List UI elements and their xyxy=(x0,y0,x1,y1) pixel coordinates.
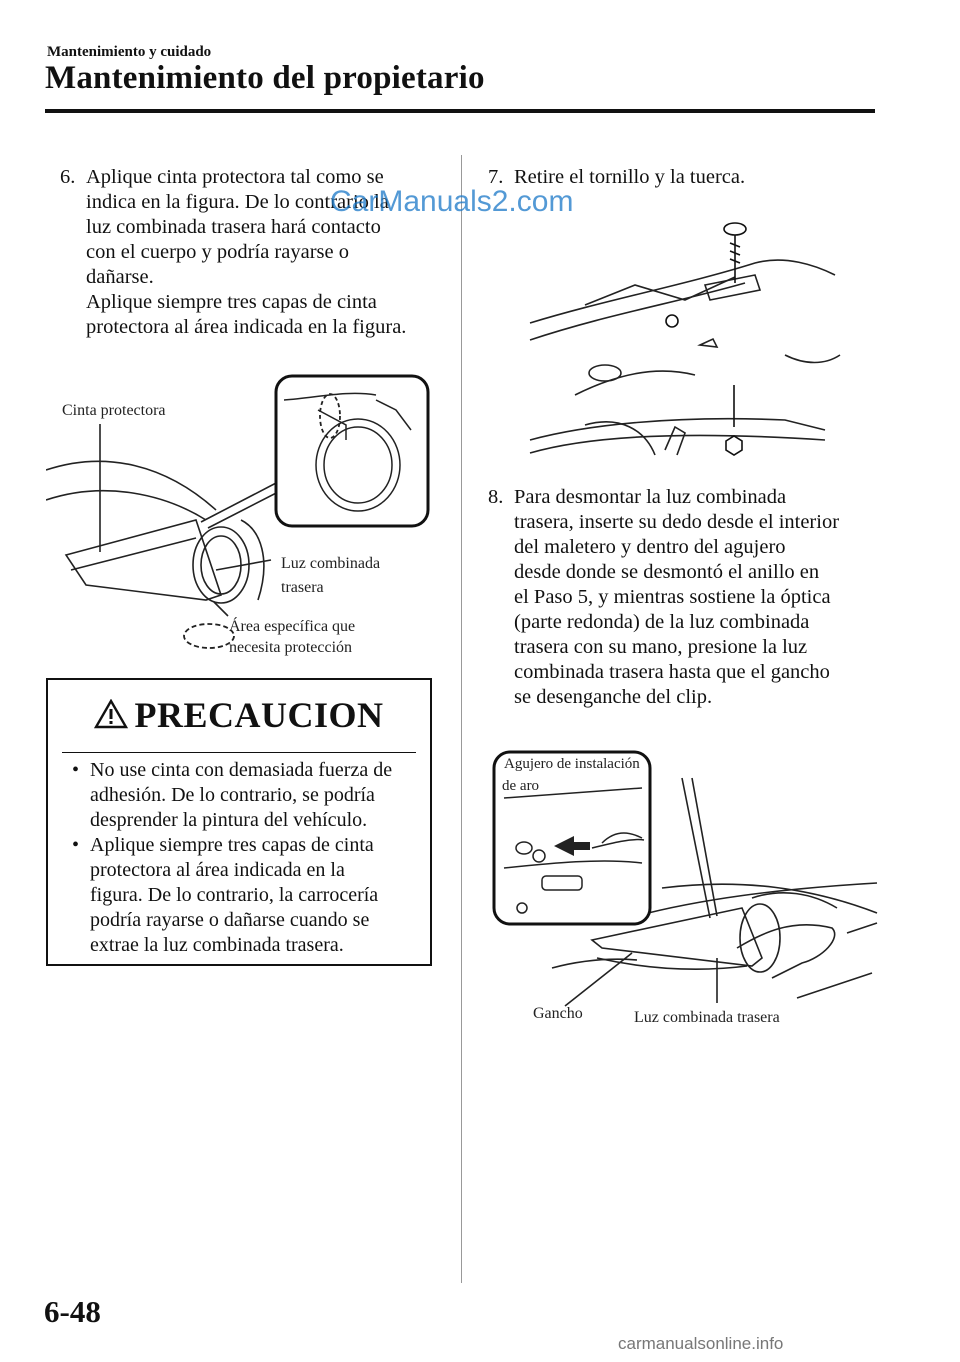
caution-line: protectora al área indicada en la xyxy=(90,859,345,881)
bullet-dot: • xyxy=(72,834,80,856)
step-6-line: Aplique cinta protectora tal como se xyxy=(86,166,384,188)
caution-heading-text: PRECAUCION xyxy=(134,695,384,735)
remove-tail-light-illustration xyxy=(492,748,882,1038)
label-hook: Gancho xyxy=(533,1005,583,1022)
step-6-line: indica en la figura. De lo contrario la xyxy=(86,191,389,213)
caution-box xyxy=(46,678,432,966)
label-ring-hole-line2: de aro xyxy=(502,778,540,794)
page-number: 6-48 xyxy=(44,1294,101,1329)
label-tail-light-line1: Luz combinada xyxy=(281,555,381,572)
step-8-line: combinada trasera hasta que el gancho xyxy=(514,661,830,683)
caution-line: adhesión. De lo contrario, se podría xyxy=(90,784,375,806)
label-tail-light: Luz combinada trasera xyxy=(634,1009,780,1026)
caution-line: Aplique siempre tres capas de cinta xyxy=(90,834,374,856)
step-6-line: Aplique siempre tres capas de cinta xyxy=(86,291,377,313)
figure-remove-light xyxy=(492,748,882,1038)
figure-tape-application xyxy=(46,370,436,660)
caution-line: extrae la luz combinada trasera. xyxy=(90,934,344,956)
page-title: Mantenimiento del propietario xyxy=(45,60,485,96)
step-6-line: dañarse. xyxy=(86,266,154,288)
step-8-line: trasera, inserte su dedo desde el interior xyxy=(514,511,840,533)
step-8 xyxy=(488,485,888,715)
step-7-text: Retire el tornillo y la tuerca. xyxy=(514,166,746,188)
step-8-line: se desenganche del clip. xyxy=(514,686,713,708)
caution-line: No use cinta con demasiada fuerza de xyxy=(90,759,393,781)
caution-list xyxy=(62,758,428,958)
step-8-line: del maletero y dentro del agujero xyxy=(514,536,786,558)
label-protective-tape: Cinta protectora xyxy=(62,402,166,419)
step-8-line: Para desmontar la luz combinada xyxy=(514,486,787,508)
screw-nut-illustration xyxy=(525,215,845,475)
step-6-number: 6. xyxy=(60,166,76,188)
step-8-line: (parte redonda) de la luz combinada xyxy=(514,611,810,633)
label-ring-hole-line1: Agujero de instalación xyxy=(504,756,640,772)
step-6-line: protectora al área indicada en la figura. xyxy=(86,316,407,338)
caution-item xyxy=(62,758,428,833)
warning-icon xyxy=(94,699,128,729)
section-label: Mantenimiento y cuidado xyxy=(47,44,212,60)
step-8-line: el Paso 5, y mientras sostiene la óptica xyxy=(514,586,831,608)
caution-line: podría rayarse o dañarse cuando se xyxy=(90,909,370,931)
caution-line: desprender la pintura del vehículo. xyxy=(90,809,368,831)
step-8-line: desde donde se desmontó el anillo en xyxy=(514,561,820,583)
label-area-line1: Área específica que xyxy=(229,618,356,635)
step-7-number: 7. xyxy=(488,166,504,188)
step-6-line: con el cuerpo y podría rayarse o xyxy=(86,241,349,263)
column-divider xyxy=(461,155,462,1283)
label-area-line2: necesita protección xyxy=(229,639,353,656)
caution-rule xyxy=(62,752,416,753)
step-8-line: trasera con su mano, presione la luz xyxy=(514,636,808,658)
watermark: CarManuals2.com xyxy=(330,185,574,218)
bullet-dot: • xyxy=(72,759,80,781)
caution-heading xyxy=(48,694,430,736)
step-8-number: 8. xyxy=(488,486,504,508)
step-8-text xyxy=(514,485,839,710)
caution-line: figura. De lo contrario, la carrocería xyxy=(90,884,379,906)
header-rule xyxy=(45,109,875,113)
footer-watermark: carmanualsonline.info xyxy=(618,1334,784,1353)
label-tail-light-line2: trasera xyxy=(281,579,324,596)
caution-item xyxy=(62,833,428,958)
step-6-line: luz combinada trasera hará contacto xyxy=(86,216,381,238)
figure-screw-nut xyxy=(525,215,845,475)
